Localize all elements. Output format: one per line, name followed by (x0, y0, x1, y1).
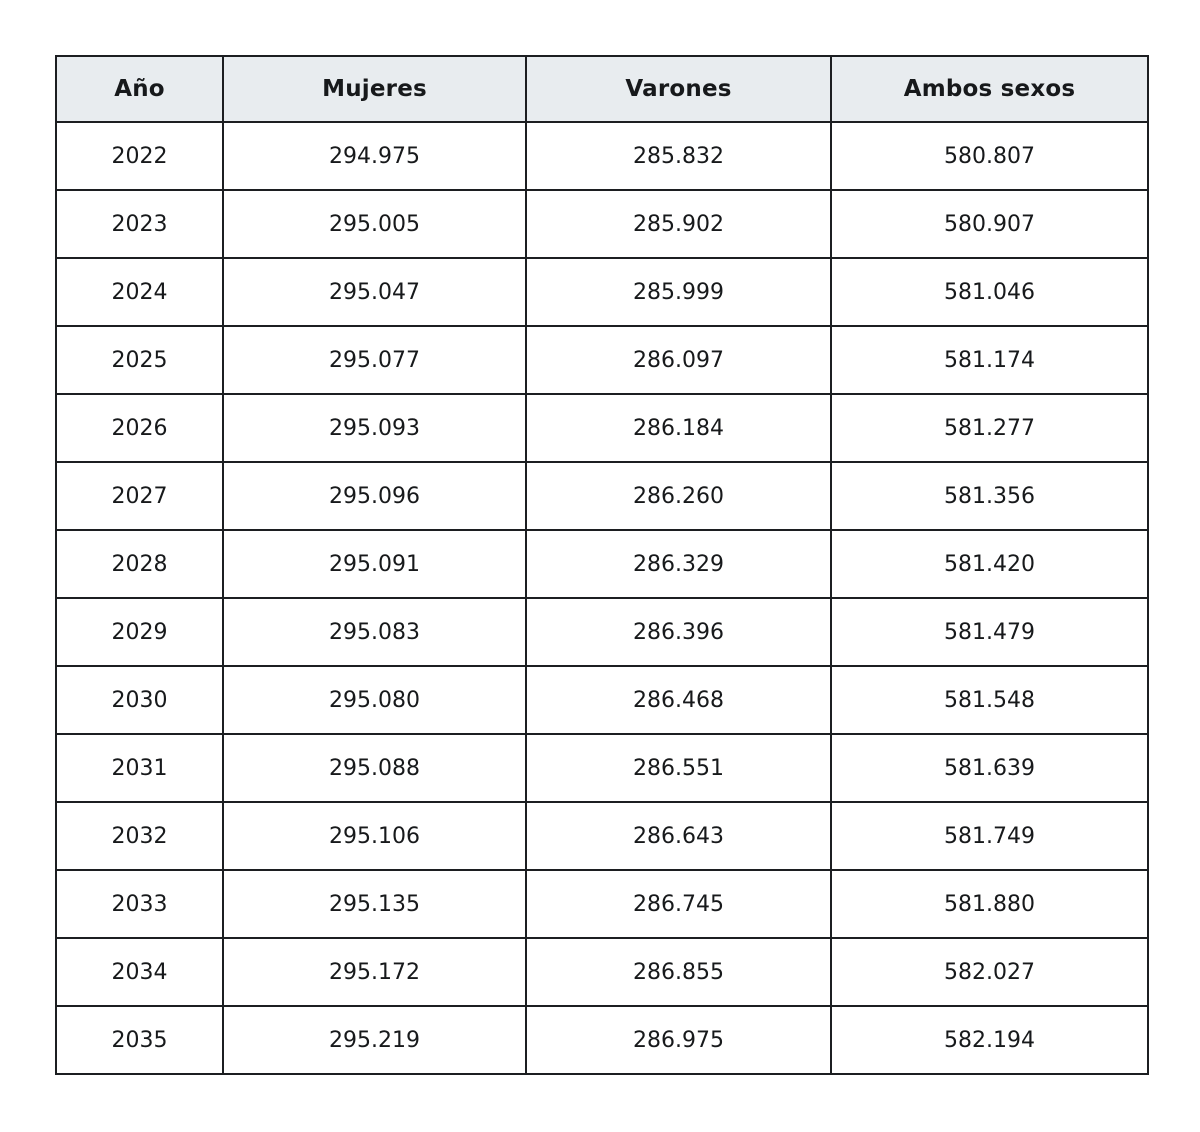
mujeres-cell: 295.096 (223, 462, 526, 530)
header-row (56, 56, 1148, 122)
mujeres-cell: 294.975 (223, 122, 526, 190)
table-header (56, 56, 1148, 122)
varones-cell: 286.643 (526, 802, 831, 870)
population-projection-table (55, 55, 1149, 1075)
table-row (56, 190, 1148, 258)
mujeres-cell: 295.106 (223, 802, 526, 870)
year-cell: 2035 (56, 1006, 223, 1074)
mujeres-cell: 295.091 (223, 530, 526, 598)
mujeres-cell: 295.088 (223, 734, 526, 802)
column-header-ano: Año (56, 56, 223, 122)
mujeres-cell: 295.005 (223, 190, 526, 258)
varones-cell: 286.745 (526, 870, 831, 938)
table-row (56, 870, 1148, 938)
varones-cell: 285.999 (526, 258, 831, 326)
table-row (56, 122, 1148, 190)
table-row (56, 530, 1148, 598)
ambos-sexos-cell: 581.479 (831, 598, 1148, 666)
population-projection-table-container (55, 55, 1149, 1075)
year-cell: 2022 (56, 122, 223, 190)
varones-cell: 286.396 (526, 598, 831, 666)
varones-cell: 286.184 (526, 394, 831, 462)
year-cell: 2029 (56, 598, 223, 666)
varones-cell: 286.468 (526, 666, 831, 734)
ambos-sexos-cell: 581.880 (831, 870, 1148, 938)
column-header-ambos-sexos: Ambos sexos (831, 56, 1148, 122)
ambos-sexos-cell: 580.907 (831, 190, 1148, 258)
ambos-sexos-cell: 581.548 (831, 666, 1148, 734)
mujeres-cell: 295.047 (223, 258, 526, 326)
table-row (56, 938, 1148, 1006)
year-cell: 2026 (56, 394, 223, 462)
ambos-sexos-cell: 580.807 (831, 122, 1148, 190)
varones-cell: 286.855 (526, 938, 831, 1006)
ambos-sexos-cell: 581.420 (831, 530, 1148, 598)
ambos-sexos-cell: 581.046 (831, 258, 1148, 326)
mujeres-cell: 295.080 (223, 666, 526, 734)
mujeres-cell: 295.077 (223, 326, 526, 394)
varones-cell: 286.097 (526, 326, 831, 394)
ambos-sexos-cell: 581.749 (831, 802, 1148, 870)
ambos-sexos-cell: 582.194 (831, 1006, 1148, 1074)
year-cell: 2032 (56, 802, 223, 870)
varones-cell: 286.551 (526, 734, 831, 802)
table-row (56, 734, 1148, 802)
ambos-sexos-cell: 581.356 (831, 462, 1148, 530)
mujeres-cell: 295.135 (223, 870, 526, 938)
column-header-mujeres: Mujeres (223, 56, 526, 122)
table-row (56, 258, 1148, 326)
year-cell: 2033 (56, 870, 223, 938)
year-cell: 2030 (56, 666, 223, 734)
year-cell: 2028 (56, 530, 223, 598)
year-cell: 2034 (56, 938, 223, 1006)
table-row (56, 462, 1148, 530)
mujeres-cell: 295.172 (223, 938, 526, 1006)
ambos-sexos-cell: 581.174 (831, 326, 1148, 394)
ambos-sexos-cell: 582.027 (831, 938, 1148, 1006)
year-cell: 2027 (56, 462, 223, 530)
mujeres-cell: 295.093 (223, 394, 526, 462)
varones-cell: 286.260 (526, 462, 831, 530)
year-cell: 2025 (56, 326, 223, 394)
ambos-sexos-cell: 581.277 (831, 394, 1148, 462)
varones-cell: 285.832 (526, 122, 831, 190)
table-row (56, 326, 1148, 394)
table-row (56, 1006, 1148, 1074)
varones-cell: 285.902 (526, 190, 831, 258)
year-cell: 2024 (56, 258, 223, 326)
year-cell: 2031 (56, 734, 223, 802)
table-row (56, 394, 1148, 462)
mujeres-cell: 295.219 (223, 1006, 526, 1074)
varones-cell: 286.329 (526, 530, 831, 598)
table-row (56, 598, 1148, 666)
mujeres-cell: 295.083 (223, 598, 526, 666)
ambos-sexos-cell: 581.639 (831, 734, 1148, 802)
table-body (56, 122, 1148, 1074)
table-row (56, 666, 1148, 734)
varones-cell: 286.975 (526, 1006, 831, 1074)
year-cell: 2023 (56, 190, 223, 258)
column-header-varones: Varones (526, 56, 831, 122)
table-row (56, 802, 1148, 870)
